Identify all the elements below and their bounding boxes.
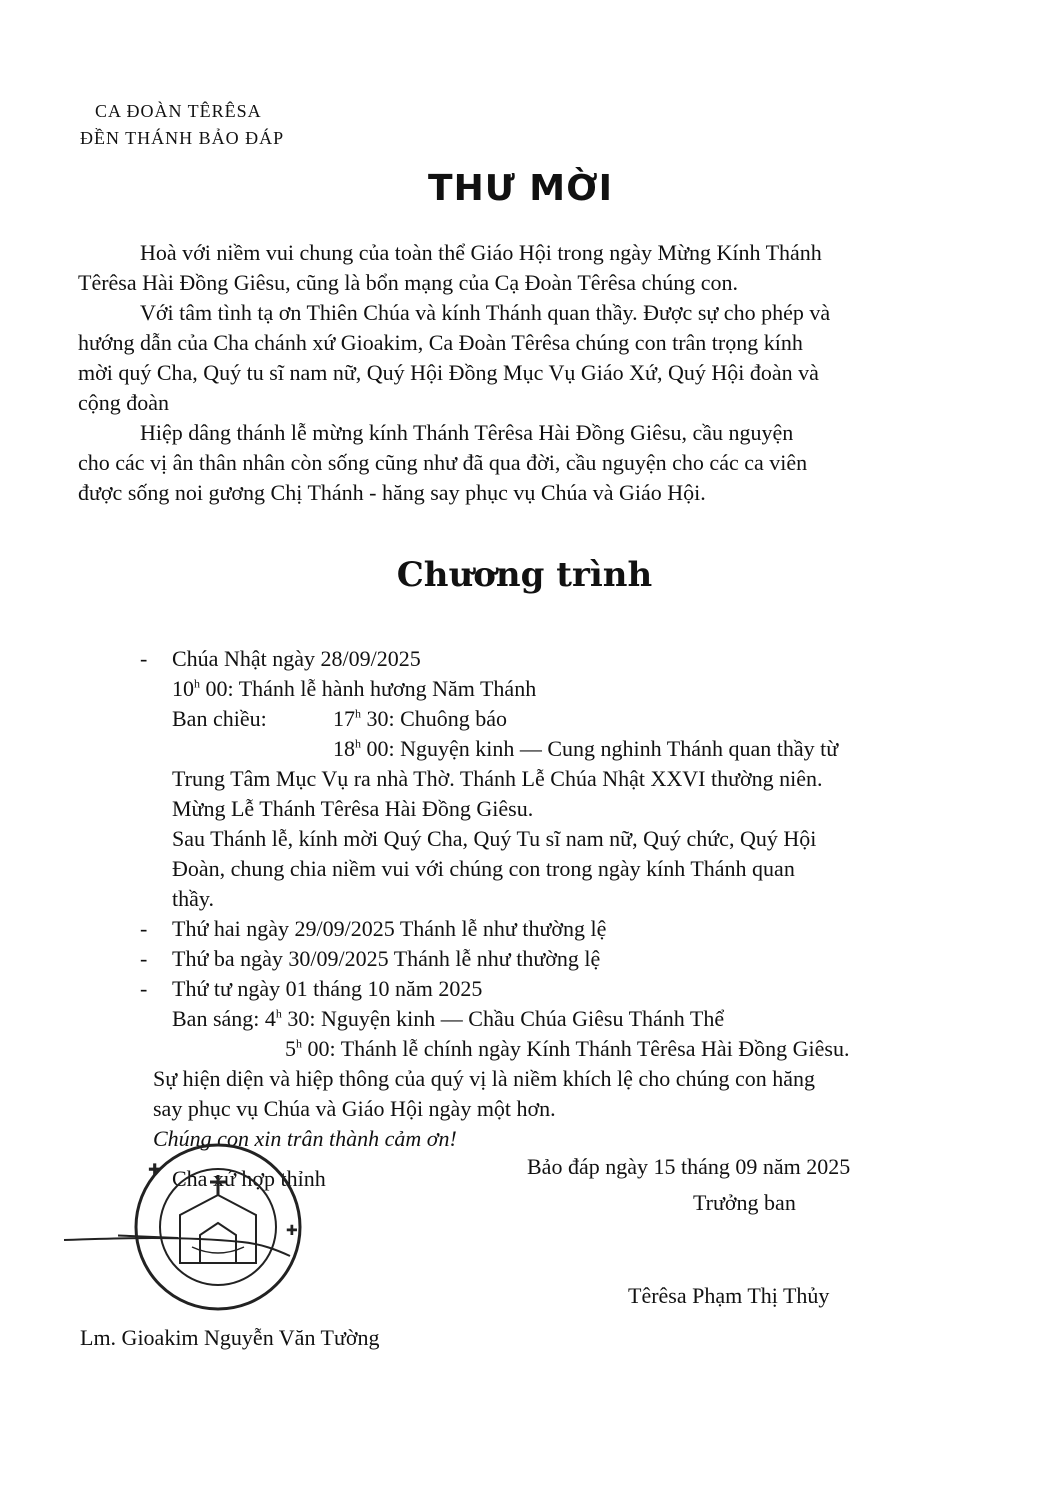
program-d1-time-1	[172, 676, 536, 702]
left-signer-role: Cha xứ hợp thỉnh	[172, 1166, 326, 1191]
intro-p2-line2: hướng dẫn của Cha chánh xứ Gioakim, Ca Đoàn Têrêsa chúng con trân trọng kính	[78, 330, 803, 355]
program-title: Chương trình	[396, 555, 653, 595]
time-h-sup: h	[275, 1006, 282, 1021]
time-hour: 4	[264, 1006, 276, 1031]
left-signer-name: Lm. Gioakim Nguyễn Văn Tường	[80, 1325, 380, 1350]
intro-p2-line4: cộng đoàn	[78, 390, 170, 415]
ban-sang-label: Ban sáng:	[172, 1006, 265, 1031]
bullet-dash: -	[140, 646, 148, 671]
right-signer-name: Têrêsa Phạm Thị Thủy	[628, 1283, 830, 1308]
time-h-sup: h	[194, 676, 200, 691]
program-d1-line-6: Mừng Lễ Thánh Têrêsa Hài Đồng Giêsu.	[172, 796, 534, 821]
closing-line-2: say phục vụ Chúa và Giáo Hội ngày một hơn.	[153, 1096, 556, 1121]
program-d1-time-2	[333, 706, 507, 732]
program-d1-line-7: Sau Thánh lễ, kính mời Quý Cha, Quý Tu sĩ nam nữ, Quý chức, Quý Hội	[172, 826, 817, 851]
org-line-1: CA ĐOÀN TÊRÊSA	[95, 101, 262, 121]
signature-date: Bảo đáp ngày 15 tháng 09 năm 2025	[527, 1154, 851, 1179]
program-d1-time-3	[333, 736, 838, 762]
closing-line-3: Chúng con xin trân thành cảm ơn!	[153, 1126, 457, 1151]
time-hour: 17	[333, 706, 355, 731]
program-day-4: Thứ tư ngày 01 tháng 10 năm 2025	[172, 976, 483, 1001]
signature-stroke-icon	[62, 1222, 292, 1262]
time-hour: 18	[333, 736, 355, 761]
program-day-1: Chúa Nhật ngày 28/09/2025	[172, 646, 421, 671]
program-d4-time-2	[285, 1036, 849, 1062]
intro-p2-line3: mời quý Cha, Quý tu sĩ nam nữ, Quý Hội Đồng Mục Vụ Giáo Xứ, Quý Hội đoàn và	[78, 360, 819, 385]
intro-p1-line1: Hoà với niềm vui chung của toàn thể Giáo Hội trong ngày Mừng Kính Thánh	[140, 240, 822, 265]
bullet-dash: -	[140, 976, 148, 1001]
program-d1-line-8: Đoàn, chung chia niềm vui với chúng con trong ngày kính Thánh quan	[172, 856, 795, 881]
time-hour: 5	[285, 1036, 296, 1061]
program-ban-chieu-label: Ban chiều:	[172, 706, 267, 731]
time-h-sup: h	[355, 706, 361, 721]
svg-text:✚: ✚	[148, 1160, 162, 1179]
program-d1-line-9: thầy.	[172, 886, 214, 911]
closing-line-1: Sự hiện diện và hiệp thông của quý vị là niềm khích lệ cho chúng con hăng	[153, 1066, 815, 1091]
program-d4-time-1	[172, 1006, 724, 1032]
time-h-sup: h	[355, 736, 361, 751]
time-desc: 30: Nguyện kinh — Chầu Chúa Giêsu Thánh Thể	[281, 1006, 725, 1031]
time-desc: 00: Thánh lễ chính ngày Kính Thánh Têrêsa Hài Đồng Giêsu.	[302, 1036, 850, 1061]
intro-p2-line1: Với tâm tình tạ ơn Thiên Chúa và kính Thánh quan thầy. Được sự cho phép và	[140, 300, 831, 325]
program-d1-line-5: Trung Tâm Mục Vụ ra nhà Thờ. Thánh Lễ Chúa Nhật XXVI thường niên.	[172, 766, 823, 791]
document-title: THƯ MỜI	[428, 168, 613, 209]
time-desc: 00: Thánh lễ hành hương Năm Thánh	[200, 676, 537, 701]
org-line-2: ĐỀN THÁNH BẢO ĐÁP	[80, 128, 285, 148]
time-hour: 10	[172, 676, 194, 701]
intro-p3-line2: cho các vị ân thân nhân còn sống cũng như đã qua đời, cầu nguyện cho các ca viên	[78, 450, 808, 475]
time-h-sup: h	[296, 1036, 302, 1051]
program-day-3: Thứ ba ngày 30/09/2025 Thánh lễ như thường lệ	[172, 946, 601, 971]
program-day-2: Thứ hai ngày 29/09/2025 Thánh lễ như thường lệ	[172, 916, 607, 941]
bullet-dash: -	[140, 946, 148, 971]
bullet-dash: -	[140, 916, 148, 941]
intro-p3-line3: được sống noi gương Chị Thánh - hăng say phục vụ Chúa và Giáo Hội.	[78, 480, 706, 505]
time-desc: 30: Chuông báo	[361, 706, 508, 731]
right-signer-role: Trưởng ban	[693, 1190, 796, 1215]
intro-p3-line1: Hiệp dâng thánh lễ mừng kính Thánh Têrêsa Hài Đồng Giêsu, cầu nguyện	[140, 420, 794, 445]
svg-text:✚: ✚	[286, 1223, 298, 1239]
time-desc: 00: Nguyện kinh — Cung nghinh Thánh quan thầy từ	[361, 736, 839, 761]
intro-p1-line2: Têrêsa Hài Đồng Giêsu, cũng là bổn mạng của Cạ Đoàn Têrêsa chúng con.	[78, 270, 738, 295]
